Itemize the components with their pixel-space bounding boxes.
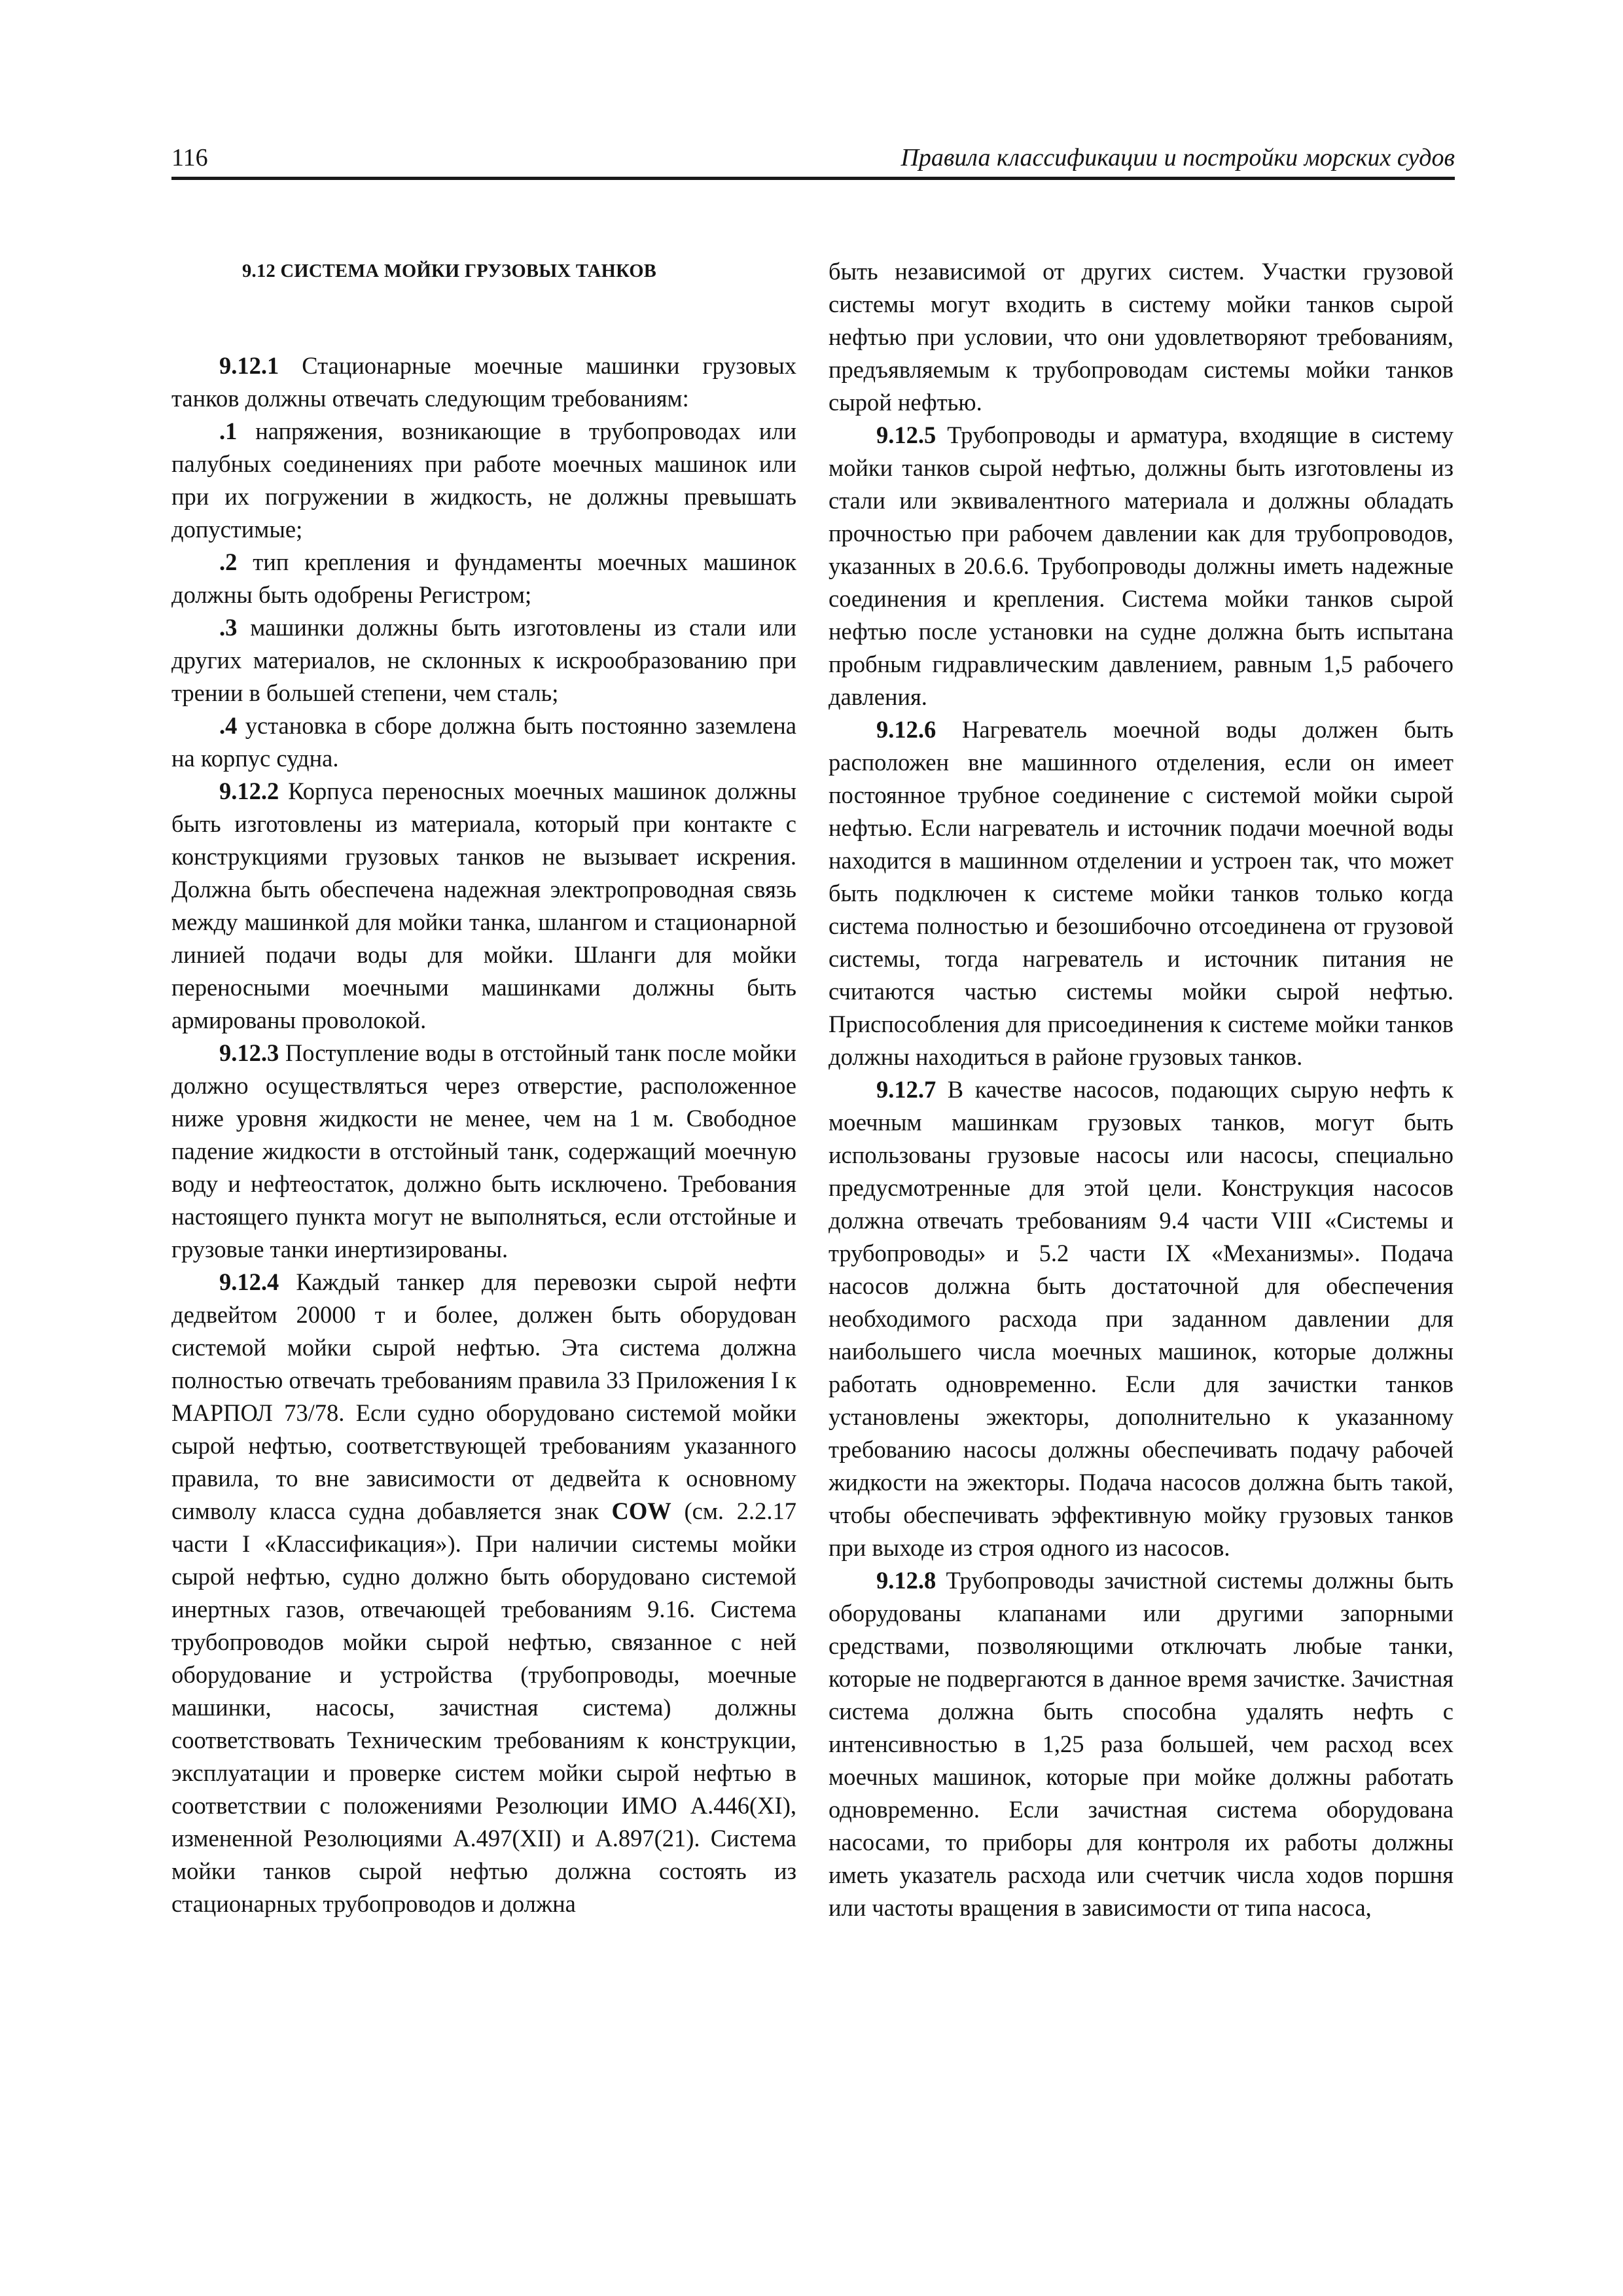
list-item-3 — [171, 611, 796, 709]
paragraph-9-12-1 — [171, 350, 796, 415]
paragraph-text: Поступление воды в отстойный танк после мойки должно осуществляться через отверстие, расположенное ниже уровня жидкости не менее, чем на 1 м. Свободное падение жидкости в отстойный танк, содержащий моечную воду и нефтеостаток, должно быть исключено. Требования настоящего пункта могут не выполняться, если отстойные и грузовые танки инертизированы. — [171, 1039, 796, 1263]
paragraph-9-12-3 — [171, 1037, 796, 1266]
paragraph-text: Корпуса переносных моечных машинок должны быть изготовлены из материала, который при контакте с конструкциями грузовых танков не вызывает искрения. Должна быть обеспечена надежная электропроводная связь между машинкой для мойки танка, шлангом и стационарной линией подачи воды для мойки. Шланги для мойки переносными моечными машинками должны быть армированы проволокой. — [171, 778, 796, 1033]
paragraph-number: 9.12.2 — [219, 778, 279, 804]
paragraph-number: 9.12.3 — [219, 1039, 279, 1066]
paragraph-9-12-5 — [829, 419, 1454, 713]
paragraph-9-12-4 — [171, 1266, 796, 1920]
paragraph-number: 9.12.8 — [876, 1567, 936, 1594]
list-item-1 — [171, 415, 796, 546]
paragraph-number: 9.12.5 — [876, 422, 936, 448]
item-text: тип крепления и фундаменты моечных машинок должны быть одобрены Регистром; — [171, 548, 796, 608]
list-item-4 — [171, 709, 796, 775]
item-number: .4 — [219, 712, 238, 739]
item-text: установка в сборе должна быть постоянно заземлена на корпус судна. — [171, 712, 796, 772]
item-text: машинки должны быть изготовлены из стали или других материалов, не склонных к искрообразованию при трении в большей степени, чем сталь; — [171, 614, 796, 706]
right-column — [829, 255, 1454, 1924]
page-number: 116 — [171, 144, 208, 171]
paragraph-9-12-6 — [829, 713, 1454, 1073]
paragraph-text: В качестве насосов, подающих сырую нефть к моечным машинкам грузовых танков, могут быть использованы грузовые насосы или насосы, специально предусмотренные для этой цели. Конструкция насосов должна отвечать требованиям 9.4 части VIII «Системы и трубопроводы» и 5.2 части IX «Механизмы». Подача насосов должна быть достаточной для обеспечения необходимого расхода при заданном давлении для наибольшего числа моечных машинок, которые должны работать одновременно. Если для зачистки танков установлены эжекторы, дополнительно к указанному требованию насосы должны обеспечивать подачу рабочей жидкости на эжекторы. Подача насосов должна быть такой, чтобы обеспечивать эффективную мойку грузовых танков при выходе из строя одного из насосов. — [829, 1076, 1454, 1561]
left-column — [171, 255, 796, 1920]
item-number: .1 — [219, 418, 238, 444]
paragraph-number: 9.12.1 — [219, 352, 279, 379]
paragraph-number: 9.12.7 — [876, 1076, 936, 1103]
item-number: .2 — [219, 548, 238, 575]
running-head: Правила классификации и постройки морских судов — [901, 144, 1455, 171]
item-number: .3 — [219, 614, 238, 641]
item-text: напряжения, возникающие в трубопроводах или палубных соединениях при работе моечных машинок или при их погружении в жидкость, не должны превышать допустимые; — [171, 418, 796, 543]
paragraph-9-12-8 — [829, 1564, 1454, 1924]
paragraph-text: Стационарные моечные машинки грузовых танков должны отвечать следующим требованиям: — [171, 352, 796, 412]
paragraph-text: Трубопроводы и арматура, входящие в систему мойки танков сырой нефтью, должны быть изготовлены из стали или эквивалентного материала и должны обладать прочностью при рабочем давлении как для трубопроводов, указанных в 20.6.6. Трубопроводы должны иметь надежные соединения и крепления. Система мойки танков сырой нефтью после установки на судне должна быть испытана пробным гидравлическим давлением, равным 1,5 рабочего давления. — [829, 422, 1454, 710]
paragraph-9-12-7 — [829, 1073, 1454, 1564]
section-title: 9.12 СИСТЕМА МОЙКИ ГРУЗОВЫХ ТАНКОВ — [242, 261, 657, 281]
paragraph-text: (см. 2.2.17 части I «Классификация»). При наличии системы мойки сырой нефтью, судно должно быть оборудовано системой инертных газов, отвечающей требованиям 9.16. Система трубопроводов мойки сырой нефтью, связанное с ней оборудование и устройства (трубопроводы, моечные машинки, насосы, зачистная система) должны соответствовать Техническим требованиям к конструкции, эксплуатации и проверке систем мойки сырой нефтью в соответствии с положениями Резолюции ИМО А.446(XI), измененной Резолюциями А.497(XII) и А.897(21). Система мойки танков сырой нефтью должна состоять из стационарных трубопроводов и должна — [171, 1498, 797, 1917]
paragraph-9-12-2 — [171, 775, 796, 1037]
paragraph-number: 9.12.6 — [876, 716, 936, 743]
list-item-2 — [171, 546, 796, 611]
paragraph-text: Каждый танкер для перевозки сырой нефти дедвейтом 20000 т и более, должен быть оборудован системой мойки сырой нефтью. Эта система должна полностью отвечать требованиям правила 33 Приложения I к МАРПОЛ 73/78. Если судно оборудовано системой мойки сырой нефтью, соответствующей требованиям указанного правила, то вне зависимости от дедвейта к основному символу класса судна добавляется знак — [171, 1268, 796, 1524]
cow-class-mark: COW — [611, 1498, 671, 1524]
paragraph-number: 9.12.4 — [219, 1268, 279, 1295]
paragraph-text: Нагреватель моечной воды должен быть расположен вне машинного отделения, если он имеет постоянное трубное соединение с системой мойки сырой нефтью. Если нагреватель и источник подачи моечной воды находится в машинном отделении и устроен так, что может быть подключен к системе мойки танков только когда система полностью и безошибочно отсоединена от грузовой системы, тогда нагреватель и источник питания не считаются частью системы мойки сырой нефтью. Приспособления для присоединения к системе мойки танков должны находиться в районе грузовых танков. — [829, 716, 1454, 1070]
paragraph-continuation: быть независимой от других систем. Участки грузовой системы могут входить в систему мойки танков сырой нефтью при условии, что они удовлетворяют требованиям, предъявляемым к трубопроводам системы мойки танков сырой нефтью. — [829, 258, 1454, 416]
paragraph-text: Трубопроводы зачистной системы должны быть оборудованы клапанами или другими запорными средствами, позволяющими отключать любые танки, которые не подвергаются в данное время зачистке. Зачистная система должна быть способна удалять нефть с интенсивностью в 1,25 раза большей, чем расход всех моечных машинок, которые при мойке должны работать одновременно. Если зачистная система оборудована насосами, то приборы для контроля их работы должны иметь указатель расхода или счетчик числа ходов поршня или частоты вращения в зависимости от типа насоса, — [829, 1567, 1454, 1921]
header-rule — [171, 177, 1455, 180]
